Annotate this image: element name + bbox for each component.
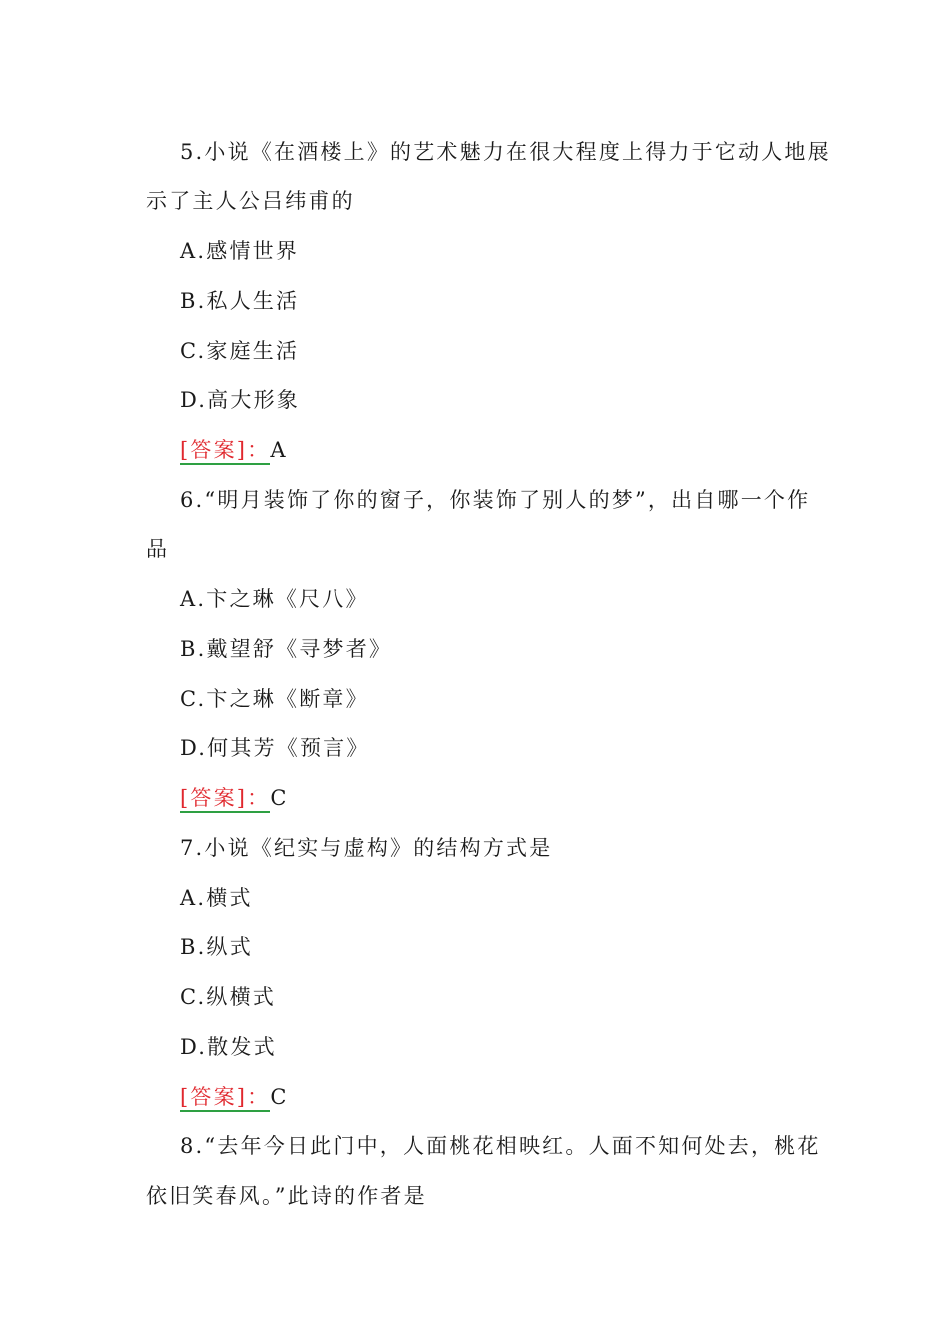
question-7-option-c: C.纵横式 (180, 985, 276, 1009)
answer-label: [答案]： (180, 786, 270, 813)
question-5-option-a: A.感情世界 (180, 239, 300, 263)
question-7-text: 7.小说《纪实与虚构》的结构方式是 (180, 836, 553, 860)
answer-value: A (270, 438, 288, 462)
question-8-text: 8.“去年今日此门中，人面桃花相映红。人面不知何处去，桃花 (180, 1134, 821, 1158)
question-5-option-b: B.私人生活 (180, 289, 300, 313)
question-8-text-cont: 依旧笑春风。”此诗的作者是 (146, 1184, 427, 1208)
question-7-answer (180, 1072, 860, 1122)
answer-value: C (270, 1085, 289, 1109)
question-7-option-d: D.散发式 (180, 1035, 277, 1059)
question-7-option-a: A.横式 (180, 886, 253, 910)
question-6-option-c: C.卞之琳《断章》 (180, 687, 369, 711)
question-6-answer (180, 773, 860, 823)
question-7-option-b: B.纵式 (180, 935, 253, 959)
question-5-option-d: D.高大形象 (180, 388, 300, 412)
question-6-option-d: D.何其芳《预言》 (180, 736, 370, 760)
question-6-option-a: A.卞之琳《尺八》 (180, 587, 369, 611)
question-6-text: 6.“明月装饰了你的窗子，你装饰了别人的梦”，出自哪一个作 (180, 488, 811, 512)
question-6-option-b: B.戴望舒《寻梦者》 (180, 637, 393, 661)
answer-label: [答案]： (180, 438, 270, 465)
question-6-text-cont: 品 (146, 537, 170, 561)
answer-label: [答案]： (180, 1085, 270, 1112)
question-5-text: 5.小说《在酒楼上》的艺术魅力在很大程度上得力于它动人地展 (180, 140, 831, 164)
question-5-answer (180, 425, 860, 475)
question-5-text-cont: 示了主人公吕纬甫的 (146, 189, 355, 213)
answer-value: C (270, 786, 289, 810)
question-5-option-c: C.家庭生活 (180, 339, 300, 363)
